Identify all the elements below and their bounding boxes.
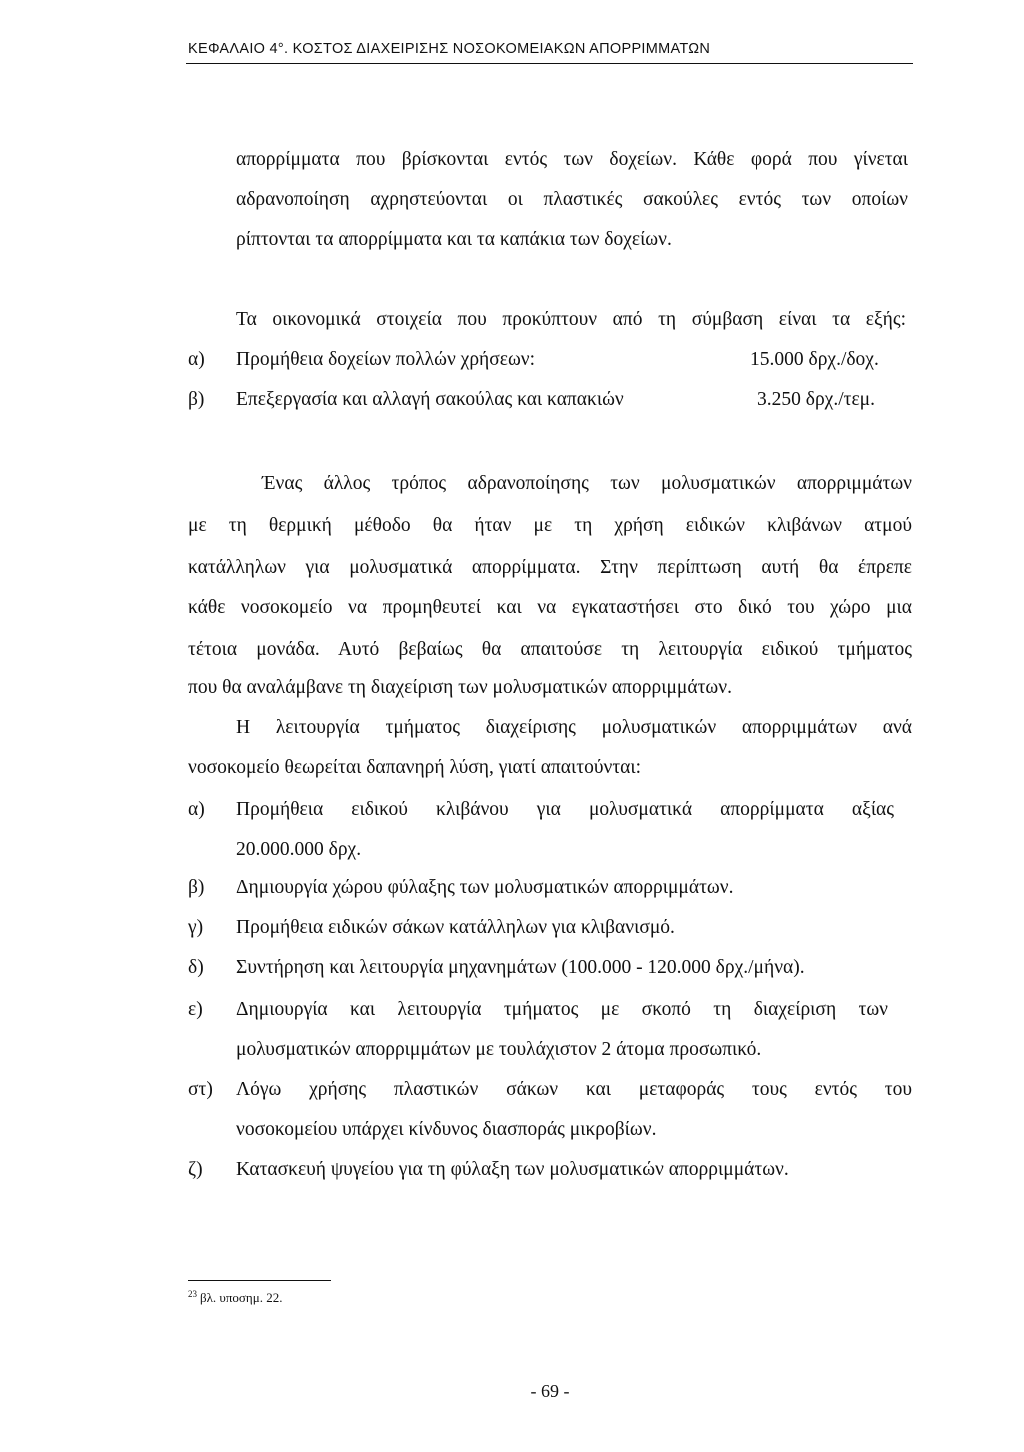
list-item-text: μολυσματικών απορριμμάτων με τουλάχιστον 2 άτομα προσωπικό. bbox=[236, 1039, 762, 1060]
list-item-text: Λόγω χρήσης πλαστικών σάκων και μεταφοράς τους εντός του bbox=[236, 1079, 912, 1100]
cost-item-text: Προμήθεια δοχείων πολλών χρήσεων: bbox=[236, 349, 536, 370]
header-rule bbox=[186, 63, 913, 64]
list-item-label: α) bbox=[188, 799, 205, 820]
list-item-label: ε) bbox=[188, 999, 203, 1020]
page-number: - 69 - bbox=[530, 1381, 570, 1401]
para1-line-1: απορρίμματα που βρίσκονται εντός των δοχείων. Κάθε φορά που γίνεται bbox=[236, 149, 908, 170]
list-item-text: Δημιουργία χώρου φύλαξης των μολυσματικών απορριμμάτων. bbox=[236, 877, 734, 898]
costs-intro: Τα οικονομικά στοιχεία που προκύπτουν από τη σύμβαση είναι τα εξής: bbox=[236, 309, 906, 330]
para2-line-6: που θα αναλάμβανε τη διαχείριση των μολυσματικών απορριμμάτων. bbox=[188, 677, 732, 698]
list-item-text: Συντήρηση και λειτουργία μηχανημάτων (100.000 - 120.000 δρχ./μήνα). bbox=[236, 957, 805, 978]
list-item-text: Δημιουργία και λειτουργία τμήματος με σκοπό τη διαχείριση των bbox=[236, 999, 888, 1020]
cost-item-amount: 15.000 δρχ./δοχ. bbox=[750, 349, 879, 370]
para2-line-2: με τη θερμική μέθοδο θα ήταν με τη χρήση ειδικών κλιβάνων ατμού bbox=[188, 515, 912, 536]
para1-line-2: αδρανοποίηση αχρηστεύονται οι πλαστικές σακούλες εντός των οποίων bbox=[236, 189, 908, 210]
list-item-label: στ) bbox=[188, 1079, 213, 1100]
para2-line-4: κάθε νοσοκομείο να προμηθευτεί και να εγκαταστήσει στο δικό του χώρο μια bbox=[188, 597, 912, 618]
footnote-rule bbox=[188, 1280, 331, 1281]
list-item-text: 20.000.000 δρχ. bbox=[236, 839, 362, 860]
para3-line-1: Η λειτουργία τμήματος διαχείρισης μολυσματικών απορριμμάτων ανά bbox=[236, 717, 912, 738]
chapter-header: ΚΕΦΑΛΑΙΟ 4°. ΚΟΣΤΟΣ ΔΙΑΧΕΙΡΙΣΗΣ ΝΟΣΟΚΟΜΕΙΑΚΩΝ ΑΠΟΡΡΙΜΜΑΤΩΝ bbox=[188, 41, 711, 57]
cost-item-amount: 3.250 δρχ./τεμ. bbox=[757, 389, 875, 410]
para3-line-2: νοσοκομείο θεωρείται δαπανηρή λύση, γιατί απαιτούνται: bbox=[188, 757, 642, 778]
list-item-text: Προμήθεια ειδικού κλιβάνου για μολυσματικά απορρίμματα αξίας bbox=[236, 799, 894, 820]
para2-line-1: Ένας άλλος τρόπος αδρανοποίησης των μολυσματικών απορριμμάτων bbox=[262, 473, 912, 494]
footnote-text: βλ. υποσημ. 22. bbox=[200, 1290, 283, 1305]
para2-line-3: κατάλληλων για μολυσματικά απορρίμματα. Στην περίπτωση αυτή θα έπρεπε bbox=[188, 557, 912, 578]
cost-item-label: β) bbox=[188, 389, 205, 410]
list-item-text: νοσοκομείου υπάρχει κίνδυνος διασποράς μικροβίων. bbox=[236, 1119, 657, 1140]
list-item-label: ζ) bbox=[188, 1159, 203, 1180]
cost-item-label: α) bbox=[188, 349, 205, 370]
list-item-label: β) bbox=[188, 877, 205, 898]
footnote bbox=[188, 1289, 282, 1306]
para1-line-3: ρίπτονται τα απορρίμματα και τα καπάκια των δοχείων. bbox=[236, 229, 672, 250]
list-item-label: δ) bbox=[188, 957, 204, 978]
para2-line-5: τέτοια μονάδα. Αυτό βεβαίως θα απαιτούσε τη λειτουργία ειδικού τμήματος bbox=[188, 639, 912, 660]
list-item-text: Προμήθεια ειδικών σάκων κατάλληλων για κλιβανισμό. bbox=[236, 917, 675, 938]
footnote-marker: 23 bbox=[188, 1289, 197, 1299]
cost-item-text: Επεξεργασία και αλλαγή σακούλας και καπακιών bbox=[236, 389, 624, 410]
list-item-text: Κατασκευή ψυγείου για τη φύλαξη των μολυσματικών απορριμμάτων. bbox=[236, 1159, 789, 1180]
list-item-label: γ) bbox=[188, 917, 204, 938]
